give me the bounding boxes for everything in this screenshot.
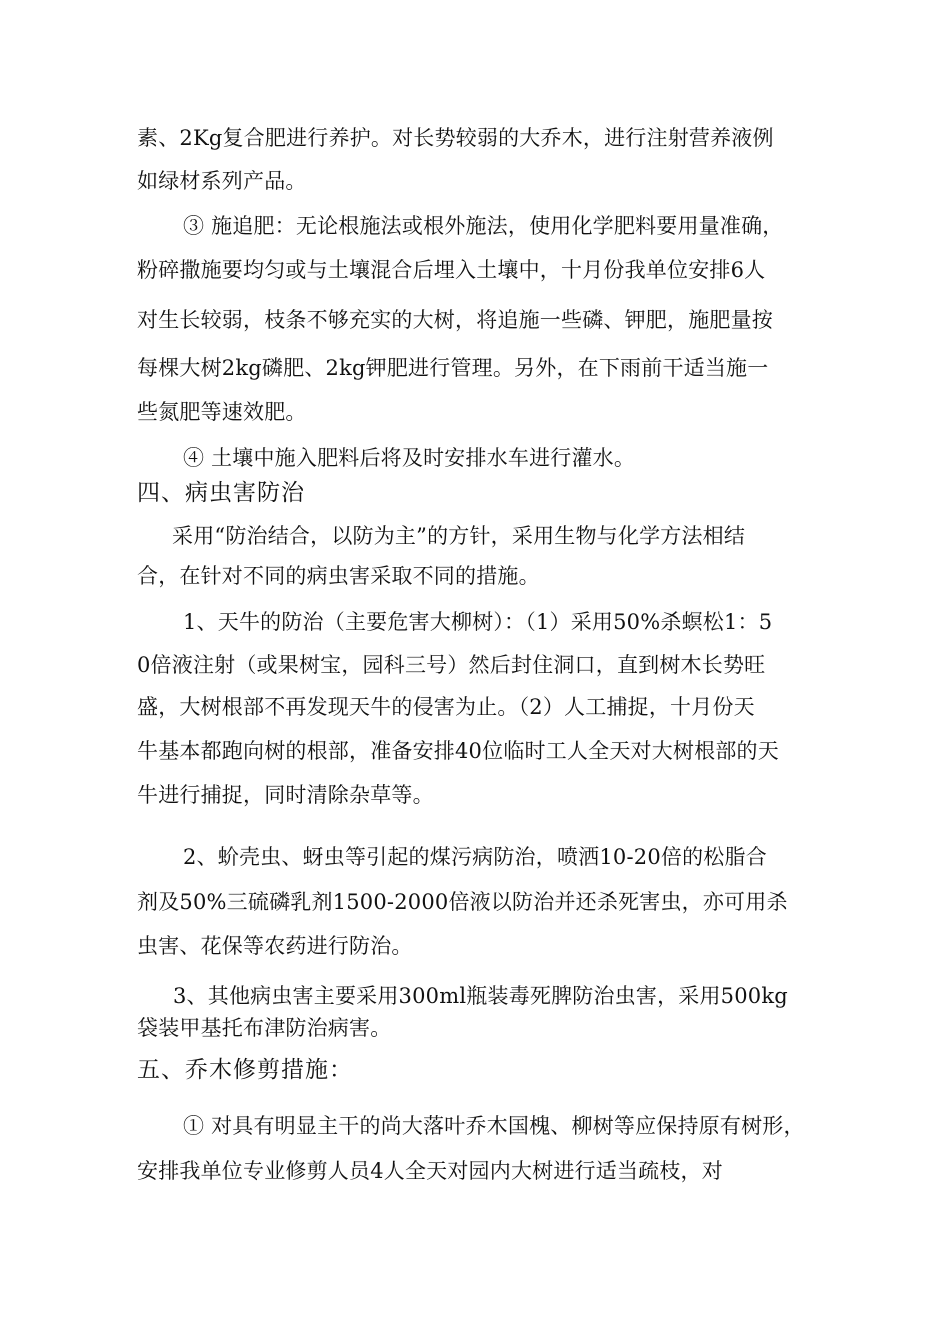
text-line: 些氮肥等速效肥。 (137, 400, 307, 424)
text-line: 安排我单位专业修剪人员4人全天对园内大树进行适当疏枝，对 (137, 1159, 723, 1183)
text-line: 对生长较弱，枝条不够充实的大树，将追施一些磷、钾肥，施肥量按 (137, 308, 773, 332)
text-line: 合，在针对不同的病虫害采取不同的措施。 (137, 564, 540, 588)
text-line: 0倍液注射（或果树宝，园科三号）然后封住洞口，直到树木长势旺 (137, 653, 766, 677)
text-line: ① 对具有明显主干的尚大落叶乔木国槐、柳树等应保持原有树形， (183, 1114, 805, 1138)
text-line: ③ 施追肥：无论根施法或根外施法，使用化学肥料要用量准确， (183, 214, 784, 238)
text-line: 牛基本都跑向树的根部，准备安排40位临时工人全天对大树根部的天 (137, 739, 779, 763)
text-line: 采用“防治结合，以防为主”的方针，采用生物与化学方法相结 (172, 524, 746, 548)
section-heading: 五、乔木修剪措施： (137, 1057, 353, 1083)
text-line: 剂及50%三硫磷乳剂1500-2000倍液以防治并还杀死害虫，亦可用杀 (137, 890, 788, 914)
text-line: 虫害、花保等农药进行防治。 (137, 934, 413, 958)
text-line: 3、其他病虫害主要采用300ml瓶装毒死脾防治虫害，采用500kg (173, 984, 788, 1008)
text-line: 1、天牛的防治（主要危害大柳树）：（1）采用50%杀螟松1：5 (183, 610, 773, 634)
text-line: 粉碎撒施要均匀或与土壤混合后埋入土壤中，十月份我单位安排6人 (137, 258, 766, 282)
text-line: 盛，大树根部不再发现天牛的侵害为止。（2）人工捕捉，十月份天 (137, 695, 755, 719)
text-line: 每棵大树2kg磷肥、2kg钾肥进行管理。另外，在下雨前干适当施一 (137, 356, 769, 380)
text-line: 素、2Kg复合肥进行养护。对长势较弱的大乔木，进行注射营养液例 (137, 126, 774, 150)
text-line: 2、蚧壳虫、蚜虫等引起的煤污病防治，喷洒10-20倍的松脂合 (183, 845, 767, 869)
section-heading: 四、病虫害防治 (137, 480, 305, 506)
text-line: 牛进行捕捉，同时清除杂草等。 (137, 783, 434, 807)
text-line: 袋装甲基托布津防治病害。 (137, 1016, 392, 1040)
text-line: ④ 土壤中施入肥料后将及时安排水车进行灌水。 (183, 446, 636, 470)
text-line: 如绿材系列产品。 (137, 169, 307, 193)
